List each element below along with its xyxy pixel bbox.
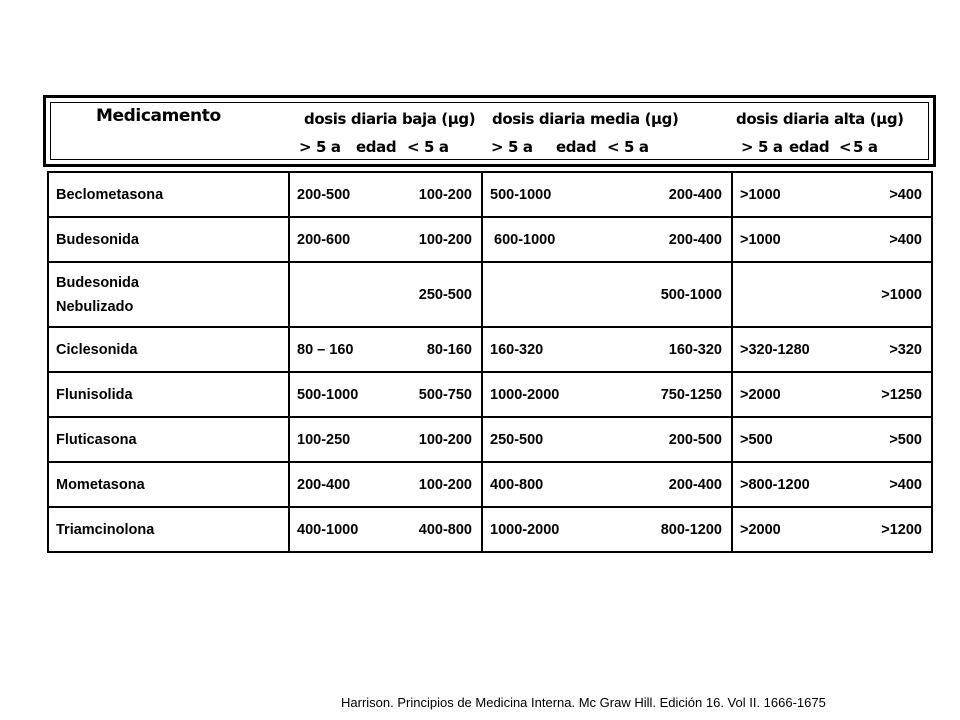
drug-name: Flunisolida xyxy=(48,372,289,417)
drug-name: Mometasona xyxy=(48,462,289,507)
header-medicamento: Medicamento xyxy=(96,106,221,126)
dose-media xyxy=(482,417,732,462)
drug-name: Budesonida xyxy=(48,217,289,262)
dose-alta xyxy=(732,417,932,462)
dose-media xyxy=(482,327,732,372)
dose-baja-over5: 200-600 xyxy=(297,231,351,248)
drug-name: Fluticasona xyxy=(48,417,289,462)
baja-age-under-5: < 5 a xyxy=(407,138,449,156)
header-dosis-baja: dosis diaria baja (μg) xyxy=(304,110,476,128)
dose-baja-over5: 80 – 160 xyxy=(297,341,354,358)
dose-alta-over5: >500 xyxy=(740,431,773,448)
dose-media-over5: 400-800 xyxy=(490,476,544,493)
alta-age-over-5: > 5 a xyxy=(741,138,783,156)
table-row xyxy=(48,462,932,507)
dose-baja xyxy=(289,217,482,262)
table-row xyxy=(48,417,932,462)
dose-baja-over5: 500-1000 xyxy=(297,386,359,403)
citation: Harrison. Principios de Medicina Interna. Mc Graw Hill. Edición 16. Vol II. 1666-1675 xyxy=(341,695,826,710)
dose-baja-over5: 200-500 xyxy=(297,186,351,203)
dose-media-over5: 1000-2000 xyxy=(490,386,560,403)
table-row xyxy=(48,172,932,217)
dose-baja xyxy=(289,172,482,217)
dose-alta xyxy=(732,372,932,417)
dose-baja-under5: 100-200 xyxy=(418,231,472,248)
dose-alta: >1000 xyxy=(732,262,932,327)
dose-alta-over5: >2000 xyxy=(740,386,781,403)
table-row xyxy=(48,507,932,552)
dose-media xyxy=(482,507,732,552)
table-row xyxy=(48,327,932,372)
dose-alta xyxy=(732,462,932,507)
dose-media-under5: 750-1250 xyxy=(660,386,722,403)
media-age-under-5: < 5 a xyxy=(607,138,649,156)
dose-alta xyxy=(732,217,932,262)
dose-baja xyxy=(289,507,482,552)
media-age-over-5: > 5 a xyxy=(491,138,533,156)
dose-alta-under5: >1200 xyxy=(881,521,922,538)
dose-media xyxy=(482,172,732,217)
dose-baja-over5: 100-250 xyxy=(297,431,351,448)
alta-age-under-value: 5 a xyxy=(853,138,878,156)
drug-name-line1: Budesonida xyxy=(56,274,139,291)
media-age-edad: edad xyxy=(556,138,597,156)
dose-alta-under5: >1250 xyxy=(881,386,922,403)
dose-baja-under5: 400-800 xyxy=(418,521,472,538)
dose-media-under5: 800-1200 xyxy=(660,521,722,538)
dose-baja-under5: 100-200 xyxy=(418,186,472,203)
dose-baja-over5: 200-400 xyxy=(297,476,351,493)
alta-age-under-symbol: < xyxy=(839,138,852,156)
dose-baja xyxy=(289,462,482,507)
drug-name-line2: Nebulizado xyxy=(56,298,134,315)
dose-media-under5: 160-320 xyxy=(668,341,722,358)
dose-baja-under5: 100-200 xyxy=(418,476,472,493)
dose-baja-under5: 500-750 xyxy=(418,386,472,403)
dose-baja-over5: 400-1000 xyxy=(297,521,359,538)
dose-alta-under5: >400 xyxy=(889,231,922,248)
table-header-box xyxy=(43,95,936,167)
dose-alta-over5: >2000 xyxy=(740,521,781,538)
dose-alta-over5: >1000 xyxy=(740,231,781,248)
dose-baja: 250-500 xyxy=(289,262,482,327)
table-row xyxy=(48,217,932,262)
dose-baja xyxy=(289,417,482,462)
dose-media-over5: 600-1000 xyxy=(490,231,556,248)
baja-age-edad: edad xyxy=(356,138,397,156)
dose-media: 500-1000 xyxy=(482,262,732,327)
dose-media-under5: 200-400 xyxy=(668,231,722,248)
dose-alta xyxy=(732,507,932,552)
dose-media xyxy=(482,217,732,262)
dose-alta-over5: >800-1200 xyxy=(740,476,810,493)
table-row xyxy=(48,262,932,327)
table-row xyxy=(48,372,932,417)
drug-name: Ciclesonida xyxy=(48,327,289,372)
dose-media xyxy=(482,372,732,417)
dose-alta-over5: >1000 xyxy=(740,186,781,203)
drug-name xyxy=(48,262,289,327)
dose-alta-under5: >320 xyxy=(889,341,922,358)
header-dosis-alta: dosis diaria alta (μg) xyxy=(736,110,904,128)
dose-media-under5: 200-400 xyxy=(668,186,722,203)
dose-baja xyxy=(289,327,482,372)
drug-name: Triamcinolona xyxy=(48,507,289,552)
dose-baja xyxy=(289,372,482,417)
dose-media-over5: 250-500 xyxy=(490,431,544,448)
dose-media-over5: 500-1000 xyxy=(490,186,552,203)
dose-alta-under5: >400 xyxy=(889,186,922,203)
dose-media-over5: 160-320 xyxy=(490,341,544,358)
dose-baja-under5: 80-160 xyxy=(426,341,472,358)
dose-alta xyxy=(732,327,932,372)
header-dosis-media: dosis diaria media (μg) xyxy=(492,110,679,128)
dose-alta-under5: >400 xyxy=(889,476,922,493)
drug-name: Beclometasona xyxy=(48,172,289,217)
dose-media-under5: 200-400 xyxy=(668,476,722,493)
dose-media-over5: 1000-2000 xyxy=(490,521,560,538)
dose-alta-over5: >320-1280 xyxy=(740,341,810,358)
dose-baja-under5: 100-200 xyxy=(418,431,472,448)
alta-age-edad: edad xyxy=(789,138,830,156)
dose-alta-under5: >500 xyxy=(889,431,922,448)
dose-media-under5: 200-500 xyxy=(668,431,722,448)
baja-age-over-5: > 5 a xyxy=(299,138,341,156)
dosage-table xyxy=(47,171,933,553)
dose-alta xyxy=(732,172,932,217)
dose-media xyxy=(482,462,732,507)
